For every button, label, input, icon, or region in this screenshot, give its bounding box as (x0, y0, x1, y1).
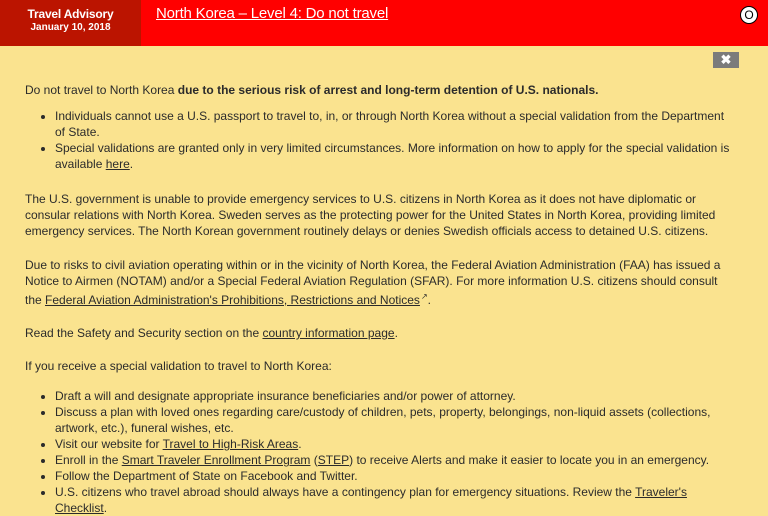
country-info-link[interactable]: country information page (262, 326, 395, 340)
list-item-text: Special validations are granted only in very limited circumstances. More information on how to apply for the special validation is available (55, 141, 730, 171)
faa-paragraph (25, 257, 735, 308)
list-item: • Discuss a plan with loved ones regarding care/custody of children, pets, property, belongings, non-liquid assets (collections, artwork, etc.), funeral wishes, etc. (55, 404, 735, 436)
travelers-checklist-link[interactable]: Traveler's Checklist (55, 485, 687, 515)
list-item-text: ) to receive Alerts and make it easier to locate you in an emergency. (349, 453, 710, 467)
list-item: • Follow the Department of State on Facebook and Twitter. (55, 468, 735, 484)
faa-link[interactable]: Federal Aviation Administration's Prohibitions, Restrictions and Notices (45, 293, 420, 307)
advisory-title-link[interactable]: North Korea – Level 4: Do not travel (156, 5, 389, 22)
intro-text: Do not travel to North Korea (25, 83, 178, 97)
safety-paragraph (25, 325, 735, 341)
embassy-paragraph: The U.S. government is unable to provide emergency services to U.S. citizens in North Korea as it does not have diplomatic or consular relations with North Korea. Sweden serves as the protecting power for the United States in North Korea, providing limited emergency services. The North Korean government routinely delays or denies Swedish officials access to detained U.S. citizens. (25, 192, 716, 238)
punctuation: . (129, 157, 134, 171)
list-item (55, 140, 735, 172)
punctuation: . (394, 326, 398, 340)
list-item-text: U.S. citizens who travel abroad should always have a contingency plan for emergency situations. Review the (55, 485, 636, 499)
intro-bold-text: due to the serious risk of arrest and long-term detention of U.S. nationals. (177, 83, 599, 97)
list-item-text: ( (310, 453, 318, 467)
safety-text: Read the Safety and Security section on the (25, 326, 263, 340)
high-risk-areas-link[interactable]: Travel to High-Risk Areas (162, 437, 299, 451)
step-link[interactable]: STEP (317, 453, 350, 467)
intro-paragraph (25, 82, 735, 98)
list-item (55, 436, 735, 452)
advisory-header-bar (0, 0, 768, 46)
badge-title: Travel Advisory (27, 7, 114, 21)
step-program-link[interactable]: Smart Traveler Enrollment Program (121, 453, 311, 467)
level-indicator-icon: O (740, 6, 758, 24)
external-link-icon: ↗ (420, 292, 428, 301)
punctuation: . (427, 293, 431, 307)
faa-text: Due to risks to civil aviation operating within or in the vicinity of North Korea, the Federal Aviation Administration (FAA) has issued a Notice to Airmen (NOTAM) and/or a Special Federal Aviation Regulation (SFAR). For more information U.S. citizens should consult the (25, 258, 721, 307)
here-link[interactable]: here (105, 157, 130, 171)
advisory-content (25, 82, 735, 516)
list-item: • Draft a will and designate appropriate insurance beneficiaries and/or power of attorney. (55, 388, 735, 404)
validation-paragraph: If you receive a special validation to travel to North Korea: (25, 359, 332, 373)
list-item: • Individuals cannot use a U.S. passport to travel to, in, or through North Korea without a special validation from the Department of State. (55, 108, 735, 140)
list-item (55, 452, 735, 468)
validation-list (25, 388, 735, 516)
list-item-text: Visit our website for (55, 437, 163, 451)
punctuation: . (298, 437, 302, 451)
list-item-text: Enroll in the (55, 453, 122, 467)
advisory-badge (0, 0, 141, 46)
punctuation: . (103, 501, 108, 515)
close-button[interactable]: ✖ (713, 52, 739, 68)
list-item (55, 484, 735, 516)
restrictions-list (25, 108, 735, 172)
badge-date: January 10, 2018 (30, 22, 111, 33)
